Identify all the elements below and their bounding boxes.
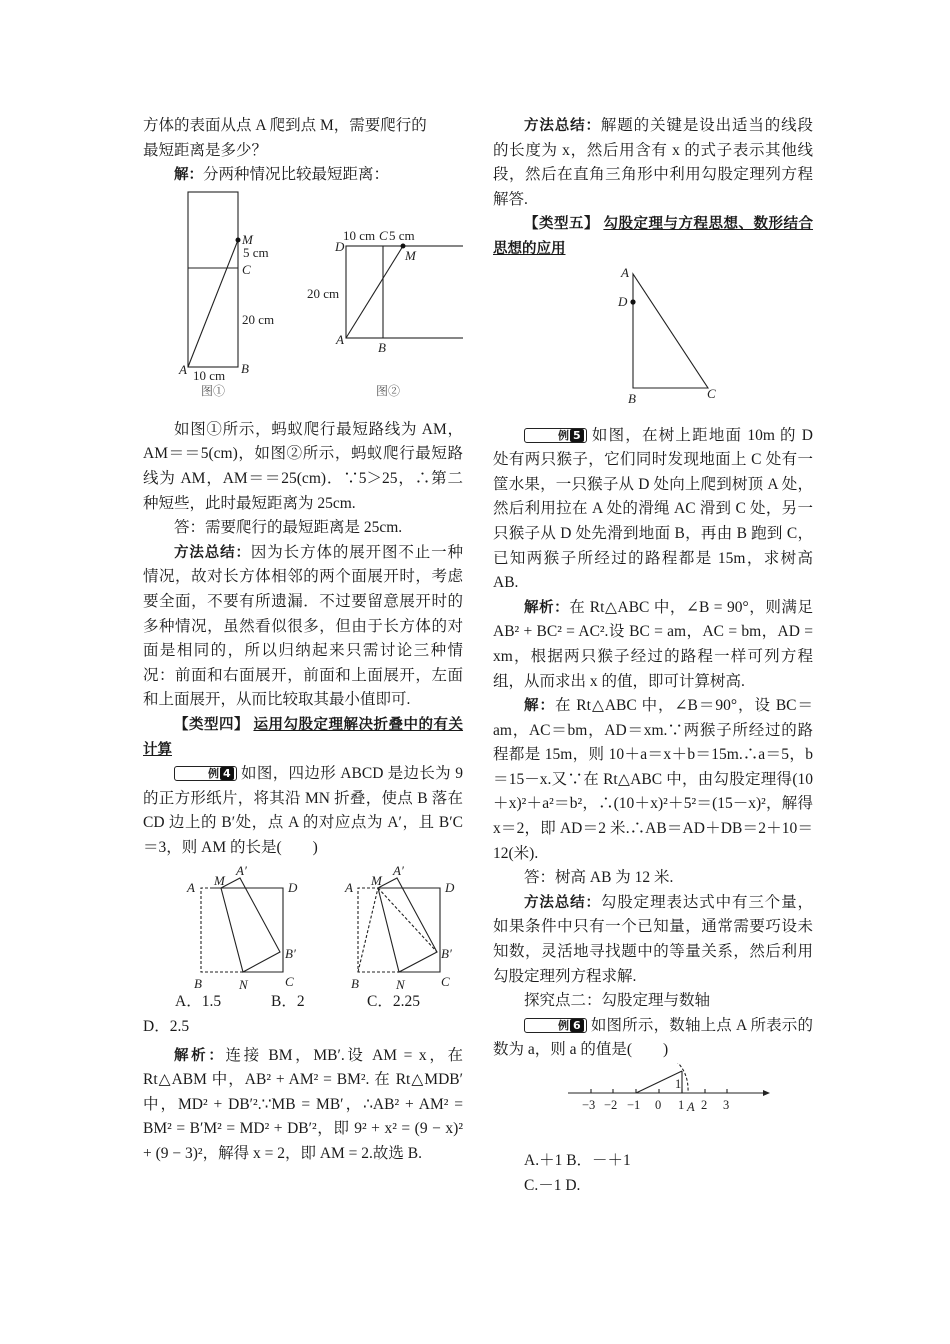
svg-text:D: D <box>288 880 298 896</box>
type5-heading <box>493 212 813 261</box>
fig2-label-cm: 5 cm <box>389 227 415 243</box>
method-summary-2 <box>493 891 813 989</box>
fig2-label-d: D <box>335 238 345 254</box>
example4-choices <box>143 990 463 1015</box>
choice-c[interactable]: C．2.25 <box>367 993 420 1011</box>
analysis4-label: 解析： <box>174 1047 226 1064</box>
example5-question <box>493 424 813 596</box>
example5-analysis <box>493 596 813 694</box>
type4-heading <box>143 713 463 762</box>
fig2-label-m: M <box>405 247 416 263</box>
fig1-label-b: B <box>241 360 249 376</box>
svg-text:B′: B′ <box>441 946 452 962</box>
fig2-label-da: 20 cm <box>307 285 340 301</box>
fig2-label-a: A <box>336 331 344 347</box>
example4-question <box>143 762 463 860</box>
svg-text:C: C <box>285 974 294 990</box>
type4-label: 【类型四】 <box>174 716 250 733</box>
method-summary <box>143 541 463 713</box>
tree-label-a: A <box>621 264 629 280</box>
type4-title: 运用勾股定理解决折叠中的有关计算 <box>143 716 464 758</box>
method-summary-1 <box>493 114 813 212</box>
answer-text: 答：需要爬行的最短距离是 25cm. <box>174 519 403 537</box>
analysis4-text: 连接 BM，MB′.设 AM = x，在 Rt△ABM 中，AB² + AM² = BM². 在 Rt△MDB′中，MD² + DB′².∵MB = MB′，∴AB² + AM² = BM² = B′M² = MD² + DB′²，即 9² + x² = (9 − x)² + (9 − 3)²，解得 x = 2，即 AM = 2.故选 B. <box>143 1046 464 1163</box>
intro-line-2: 最短距离是多少？ <box>143 141 268 159</box>
tree-label-c: C <box>707 385 716 401</box>
solution5-text: 在 Rt△ABC 中，∠B＝90°，设 BC＝am，AC＝bm，AD＝xm.∵两猴子所经过的路程都是 15m，则 10＋a＝x＋b＝15m.∴a＝5，b＝15－x.又∵在 Rt△ABC 中，由勾股定理得(10＋x)²＋a²＝b²，∴(10＋x)²＋5²＝(15－x)²，解得 x＝2，即 AD＝2 米.∴AB＝AD＋DB＝2＋10＝12(米). <box>493 697 813 862</box>
example6-badge: 例 6 <box>524 1018 587 1033</box>
left-column <box>143 114 463 1167</box>
type5-label: 【类型五】 <box>524 216 600 233</box>
svg-text:A′: A′ <box>236 863 247 879</box>
svg-text:B: B <box>194 976 202 991</box>
svg-text:B′: B′ <box>285 946 296 962</box>
choice-a[interactable]: A．1.5 <box>175 993 222 1011</box>
tree-label-b: B <box>628 390 636 406</box>
method-label: 方法总结： <box>174 544 251 561</box>
method2-label: 方法总结： <box>524 894 601 911</box>
solution5-label: 解： <box>524 698 555 715</box>
tree-label-d: D <box>618 293 628 309</box>
svg-text:2: 2 <box>701 1098 708 1112</box>
svg-text:N: N <box>239 977 248 991</box>
example5-solution <box>493 694 813 866</box>
solution-text: 分两种情况比较最短距离： <box>203 166 390 184</box>
unfold-figures <box>143 188 463 410</box>
example4-badge: 例 4 <box>174 766 237 781</box>
point-a-label: A <box>687 1100 695 1114</box>
svg-text:M: M <box>371 873 382 889</box>
fig1-label-cb: 20 cm <box>242 311 275 327</box>
fig2-caption: 图② <box>376 383 401 398</box>
right-column <box>493 114 813 1198</box>
intro-line-1: 方体的表面从点 A 爬到点 M，需要爬行的 <box>143 117 427 134</box>
svg-text:A: A <box>345 880 353 896</box>
method2-text: 勾股定理表达式中有三个量，如果条件中只有一个已知量，通常需要巧设未知数，灵活地寻找题中的等量关系，然后利用勾股定理列方程求解. <box>493 893 814 985</box>
example6-text: 如图所示，数轴上点 A 所表示的数为 a，则 a 的值是( ) <box>493 1016 813 1059</box>
example6-choices-row2[interactable]: C.－1 D. <box>524 1176 581 1194</box>
example5-badge: 例 5 <box>524 428 587 443</box>
analysis5-label: 解析： <box>524 599 570 616</box>
method1-label: 方法总结： <box>524 118 601 134</box>
fig1-label-c: C <box>242 261 251 277</box>
example5-answer: 答：树高 AB 为 12 米. <box>524 869 674 887</box>
svg-text:0: 0 <box>655 1098 662 1112</box>
example6-choices-row1[interactable]: A.＋1 B．－＋1 <box>524 1152 631 1169</box>
fig2-label-dc: 10 cm <box>343 227 376 243</box>
svg-text:D: D <box>445 880 455 896</box>
svg-text:3: 3 <box>723 1098 730 1112</box>
method1-text: 解题的关键是设出适当的线段的长度为 x，然后用含有 x 的式子表示其他线段，然后在直角三角形中利用勾股定理列方程解答. <box>493 117 814 208</box>
svg-text:M: M <box>214 873 225 889</box>
fig1-label-a: A <box>179 361 187 377</box>
svg-text:B: B <box>351 976 359 991</box>
solution-label: 解： <box>174 167 203 184</box>
fig1-label-ab: 10 cm <box>193 367 226 383</box>
svg-text:1: 1 <box>678 1098 685 1112</box>
fig1-caption: 图① <box>201 383 226 398</box>
svg-text:1: 1 <box>675 1077 682 1091</box>
number-line-figure <box>493 1063 813 1133</box>
type5-title: 勾股定理与方程思想、数形结合思想的应用 <box>493 216 814 257</box>
svg-text:A: A <box>187 880 195 896</box>
explore-point-heading: 探究点二：勾股定理与数轴 <box>524 992 711 1010</box>
svg-text:−2: −2 <box>604 1098 618 1112</box>
choice-b[interactable]: B．2 <box>271 993 305 1011</box>
svg-text:−3: −3 <box>582 1098 596 1112</box>
example5-text: 如图，在树上距地面 10m 的 D 处有两只猴子，它们同时发现地面上 C 处有一筐水果，一只猴子从 D 处向上爬到树顶 A 处，然后利用拉在 A 处的滑绳 AC 滑到 C 处，另一只猴子从 D 处先滑到地面 B，再由 B 跑到 C，已知两猴子所经过的路程都是 15m，求树高 AB. <box>493 426 813 592</box>
choice-d[interactable]: D．2.5 <box>143 1018 190 1036</box>
svg-text:C: C <box>441 974 450 990</box>
fig1-label-mc: 5 cm <box>243 244 269 260</box>
analysis5-text: 在 Rt△ABC 中，∠B = 90°，则满足 AB² + BC² = AC².设 BC = am，AC = bm，AD = xm，根据两只猴子经过的路程一样可列方程组，从而求出 x 的值，即可计算树高. <box>493 598 814 690</box>
method-text: 因为长方体的展开图不止一种情况，故对长方体相邻的两个面展开时，考虑要全面，不要有所遗漏．不过要留意展开时的多种情况，虽然看似很多，但由于长方体的对面是相同的，所以归纳起来只需讨论三种情况：前面和右面展开，前面和上面展开，左面和上面展开，从而比较取其最小值即可. <box>143 543 464 709</box>
analysis-paragraph: 如图①所示，蚂蚁爬行最短路线为 AM，AM＝＝5(cm)，如图②所示，蚂蚁爬行最短路线为 AM，AM＝＝25(cm)．∵5＞25，∴第二种短些，此时最短距离为 25cm. <box>143 420 463 512</box>
tree-figure <box>493 262 813 410</box>
svg-text:N: N <box>396 977 405 991</box>
fig2-label-b: B <box>378 339 386 355</box>
fig1-label-m: M <box>242 231 253 247</box>
svg-text:A′: A′ <box>393 863 404 879</box>
example4-text: 如图，四边形 ABCD 是边长为 9 的正方形纸片，将其沿 MN 折叠，使点 B 落在 CD 边上的 B′处，点 A 的对应点为 A′，且 B′C＝3，则 AM 的长是( ) <box>143 765 463 856</box>
fig2-label-c: C <box>379 227 388 243</box>
example6-question <box>493 1014 813 1063</box>
example4-analysis <box>143 1044 463 1167</box>
solution-intro <box>143 163 463 188</box>
svg-text:−1: −1 <box>627 1098 641 1112</box>
fold-figures <box>143 860 463 990</box>
